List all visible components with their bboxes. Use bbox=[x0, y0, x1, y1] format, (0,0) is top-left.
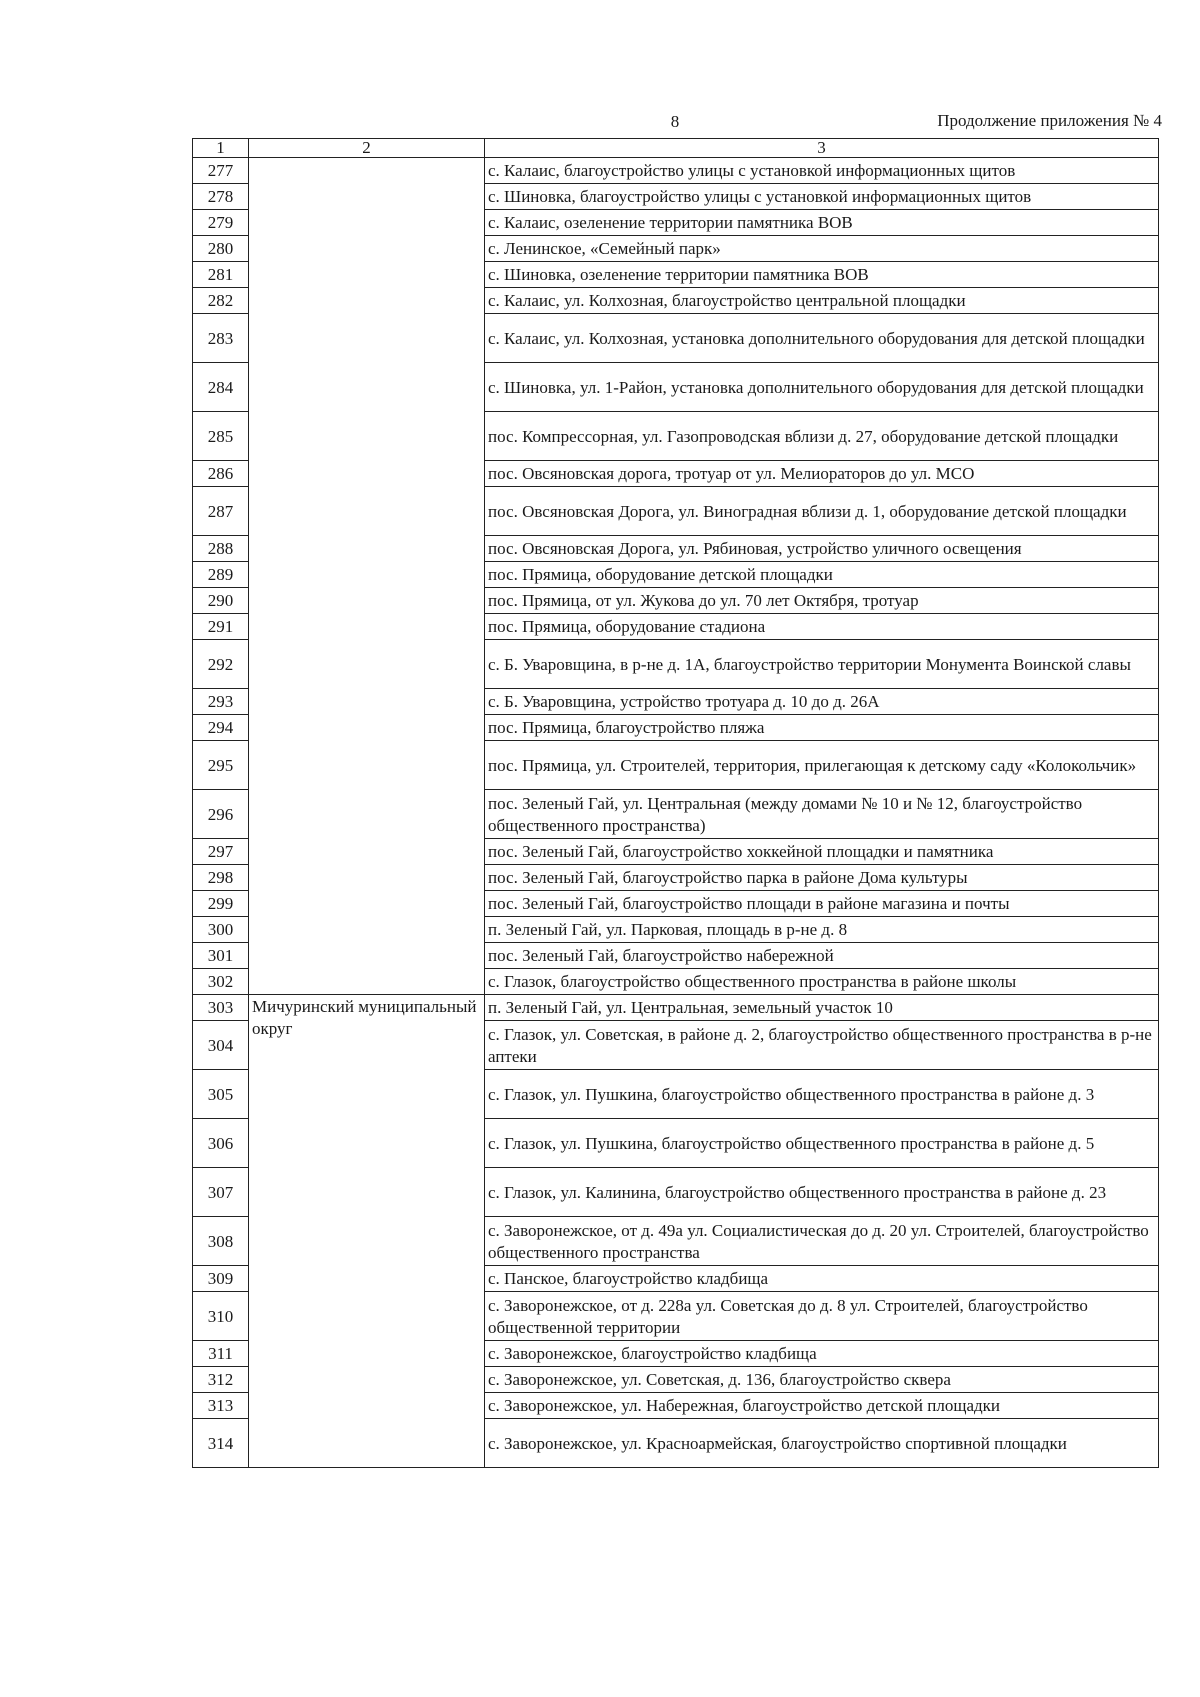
row-number: 293 bbox=[193, 689, 249, 715]
row-number: 277 bbox=[193, 158, 249, 184]
object-description: с. Шиновка, озеленение территории памятника ВОВ bbox=[485, 262, 1159, 288]
object-description: с. Глазок, благоустройство общественного пространства в районе школы bbox=[485, 969, 1159, 995]
row-number: 302 bbox=[193, 969, 249, 995]
object-description: с. Шиновка, благоустройство улицы с установкой информационных щитов bbox=[485, 184, 1159, 210]
object-description: пос. Прямица, ул. Строителей, территория, прилегающая к детскому саду «Колокольчик» bbox=[485, 741, 1159, 790]
object-description: с. Глазок, ул. Пушкина, благоустройство общественного пространства в районе д. 3 bbox=[485, 1070, 1159, 1119]
object-description: с. Заворонежское, от д. 49а ул. Социалистическая до д. 20 ул. Строителей, благоустройство общественного пространства bbox=[485, 1217, 1159, 1266]
row-number: 297 bbox=[193, 839, 249, 865]
object-description: пос. Зеленый Гай, благоустройство площади в районе магазина и почты bbox=[485, 891, 1159, 917]
object-description: пос. Прямица, благоустройство пляжа bbox=[485, 715, 1159, 741]
table-row bbox=[193, 158, 1159, 184]
row-number: 299 bbox=[193, 891, 249, 917]
row-number: 300 bbox=[193, 917, 249, 943]
object-description: с. Калаис, благоустройство улицы с установкой информационных щитов bbox=[485, 158, 1159, 184]
objects-table bbox=[192, 138, 1159, 1468]
object-description: пос. Зеленый Гай, благоустройство хоккейной площадки и памятника bbox=[485, 839, 1159, 865]
row-number: 311 bbox=[193, 1341, 249, 1367]
object-description: пос. Зеленый Гай, ул. Центральная (между домами № 10 и № 12, благоустройство общественного пространства) bbox=[485, 790, 1159, 839]
row-number: 295 bbox=[193, 741, 249, 790]
column-header-3: 3 bbox=[485, 139, 1159, 158]
row-number: 308 bbox=[193, 1217, 249, 1266]
column-header-1: 1 bbox=[193, 139, 249, 158]
row-number: 292 bbox=[193, 640, 249, 689]
row-number: 286 bbox=[193, 461, 249, 487]
row-number: 282 bbox=[193, 288, 249, 314]
object-description: с. Панское, благоустройство кладбища bbox=[485, 1266, 1159, 1292]
object-description: с. Калаис, озеленение территории памятника ВОВ bbox=[485, 210, 1159, 236]
object-description: с. Шиновка, ул. 1-Район, установка дополнительного оборудования для детской площадки bbox=[485, 363, 1159, 412]
object-description: пос. Зеленый Гай, благоустройство набережной bbox=[485, 943, 1159, 969]
row-number: 294 bbox=[193, 715, 249, 741]
row-number: 287 bbox=[193, 487, 249, 536]
object-description: с. Б. Уваровщина, устройство тротуара д. 10 до д. 26А bbox=[485, 689, 1159, 715]
objects-table-container bbox=[192, 138, 1158, 1468]
row-number: 291 bbox=[193, 614, 249, 640]
row-number: 278 bbox=[193, 184, 249, 210]
object-description: с. Глазок, ул. Калинина, благоустройство общественного пространства в районе д. 23 bbox=[485, 1168, 1159, 1217]
object-description: пос. Компрессорная, ул. Газопроводская вблизи д. 27, оборудование детской площадки bbox=[485, 412, 1159, 461]
row-number: 314 bbox=[193, 1419, 249, 1468]
object-description: с. Глазок, ул. Советская, в районе д. 2, благоустройство общественного пространства в р-не аптеки bbox=[485, 1021, 1159, 1070]
row-number: 279 bbox=[193, 210, 249, 236]
object-description: пос. Прямица, от ул. Жукова до ул. 70 лет Октября, тротуар bbox=[485, 588, 1159, 614]
object-description: с. Заворонежское, ул. Советская, д. 136, благоустройство сквера bbox=[485, 1367, 1159, 1393]
row-number: 288 bbox=[193, 536, 249, 562]
row-number: 305 bbox=[193, 1070, 249, 1119]
object-description: с. Заворонежское, ул. Красноармейская, благоустройство спортивной площадки bbox=[485, 1419, 1159, 1468]
column-header-2: 2 bbox=[249, 139, 485, 158]
object-description: пос. Овсяновская Дорога, ул. Рябиновая, устройство уличного освещения bbox=[485, 536, 1159, 562]
object-description: с. Заворонежское, благоустройство кладбища bbox=[485, 1341, 1159, 1367]
row-number: 301 bbox=[193, 943, 249, 969]
row-number: 296 bbox=[193, 790, 249, 839]
object-description: с. Глазок, ул. Пушкина, благоустройство общественного пространства в районе д. 5 bbox=[485, 1119, 1159, 1168]
object-description: п. Зеленый Гай, ул. Парковая, площадь в р-не д. 8 bbox=[485, 917, 1159, 943]
table-row bbox=[193, 995, 1159, 1021]
object-description: с. Калаис, ул. Колхозная, благоустройство центральной площадки bbox=[485, 288, 1159, 314]
row-number: 303 bbox=[193, 995, 249, 1021]
object-description: пос. Прямица, оборудование детской площадки bbox=[485, 562, 1159, 588]
object-description: с. Заворонежское, ул. Набережная, благоустройство детской площадки bbox=[485, 1393, 1159, 1419]
row-number: 283 bbox=[193, 314, 249, 363]
row-number: 285 bbox=[193, 412, 249, 461]
object-description: пос. Зеленый Гай, благоустройство парка в районе Дома культуры bbox=[485, 865, 1159, 891]
row-number: 313 bbox=[193, 1393, 249, 1419]
table-header-row bbox=[193, 139, 1159, 158]
object-description: пос. Овсяновская дорога, тротуар от ул. Мелиораторов до ул. МСО bbox=[485, 461, 1159, 487]
page-number: 8 bbox=[670, 112, 680, 131]
object-description: с. Б. Уваровщина, в р-не д. 1А, благоустройство территории Монумента Воинской славы bbox=[485, 640, 1159, 689]
object-description: пос. Овсяновская Дорога, ул. Виноградная вблизи д. 1, оборудование детской площадки bbox=[485, 487, 1159, 536]
object-description: с. Заворонежское, от д. 228а ул. Советская до д. 8 ул. Строителей, благоустройство общественной территории bbox=[485, 1292, 1159, 1341]
row-number: 310 bbox=[193, 1292, 249, 1341]
row-number: 290 bbox=[193, 588, 249, 614]
object-description: п. Зеленый Гай, ул. Центральная, земельный участок 10 bbox=[485, 995, 1159, 1021]
object-description: с. Ленинское, «Семейный парк» bbox=[485, 236, 1159, 262]
row-number: 309 bbox=[193, 1266, 249, 1292]
row-number: 298 bbox=[193, 865, 249, 891]
district-cell-michurinsky: Мичуринский муниципальный округ bbox=[249, 995, 485, 1468]
appendix-continuation-label: Продолжение приложения № 4 bbox=[937, 111, 1162, 130]
object-description: пос. Прямица, оборудование стадиона bbox=[485, 614, 1159, 640]
object-description: с. Калаис, ул. Колхозная, установка дополнительного оборудования для детской площадки bbox=[485, 314, 1159, 363]
row-number: 280 bbox=[193, 236, 249, 262]
row-number: 307 bbox=[193, 1168, 249, 1217]
row-number: 284 bbox=[193, 363, 249, 412]
row-number: 304 bbox=[193, 1021, 249, 1070]
row-number: 289 bbox=[193, 562, 249, 588]
row-number: 312 bbox=[193, 1367, 249, 1393]
row-number: 306 bbox=[193, 1119, 249, 1168]
row-number: 281 bbox=[193, 262, 249, 288]
district-cell bbox=[249, 158, 485, 995]
